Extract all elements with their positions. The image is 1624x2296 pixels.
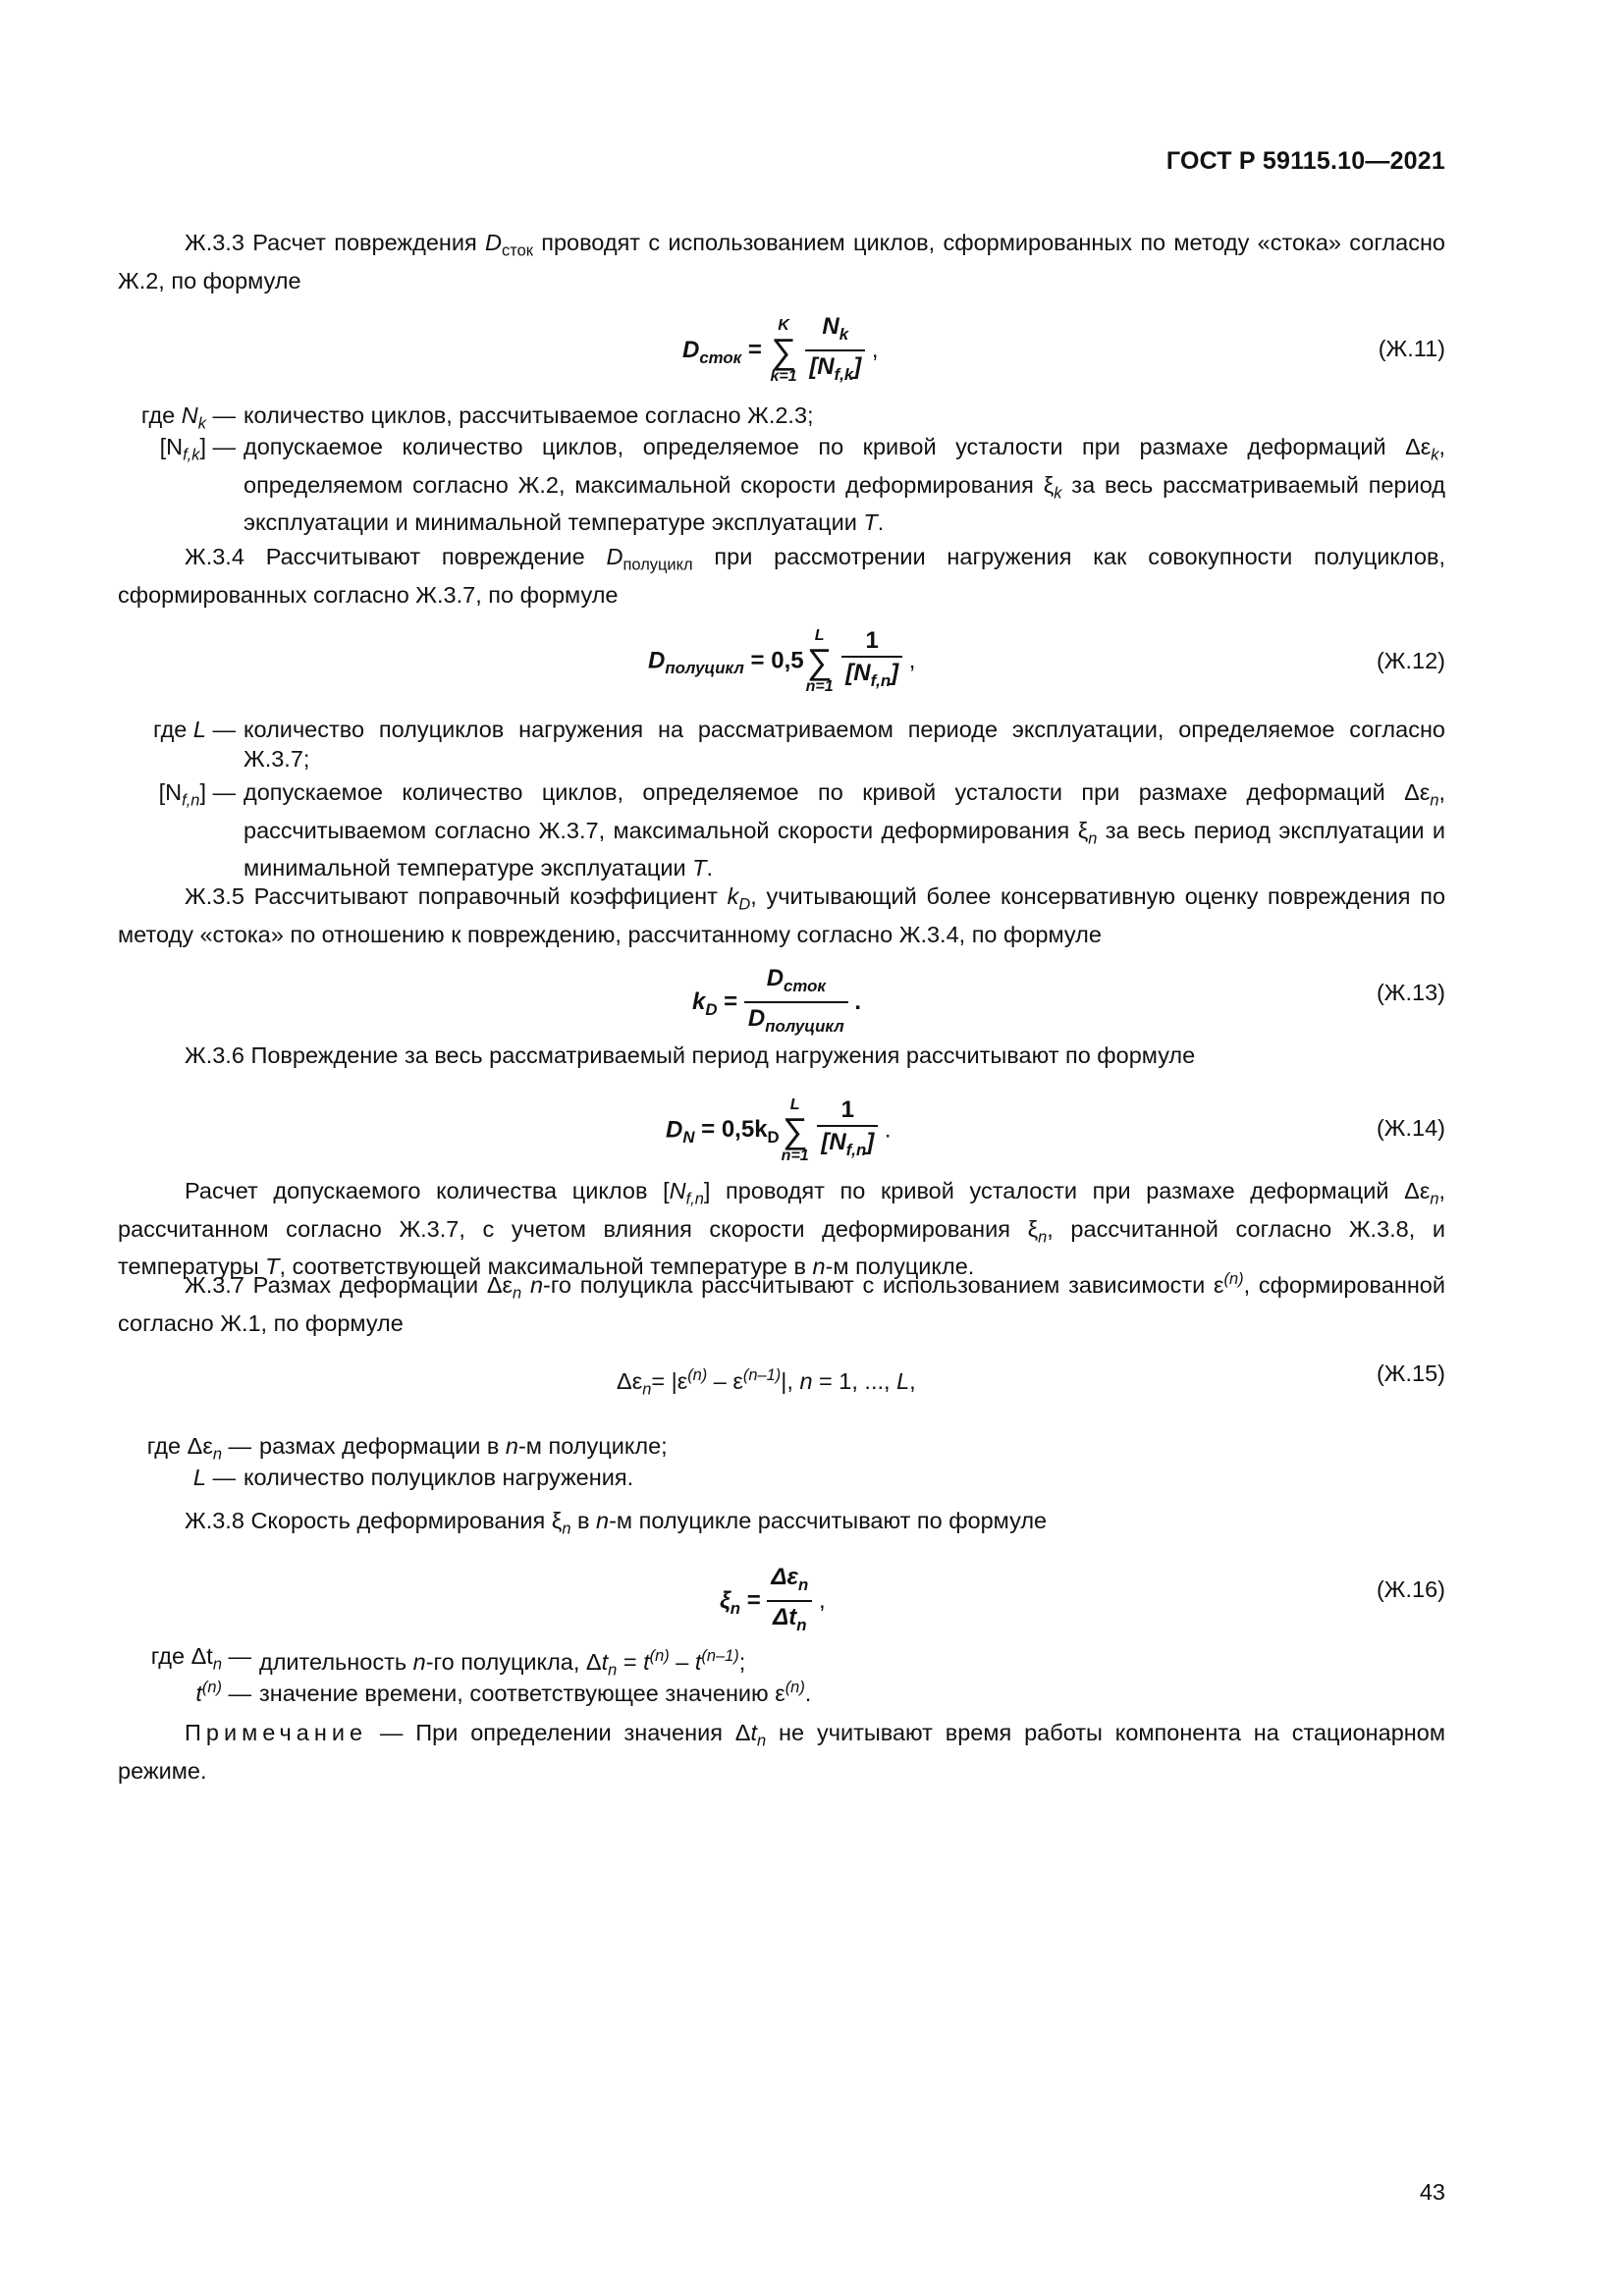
paragraph-after-14: Расчет допускаемого количества циклов $[N_{f,n}]$ проводят по кривой усталости при размахе деформаций $\Delta\varepsilon_n$, рассчитанном согласно Ж.3.7, с учетом влияния скорости деформирования $\xi_n$, рассчитанной согласно Ж.3.8, и температуры T, соответствующей максимальной температуре в n-м полуцикле. — [118, 1178, 1446, 1280]
where-item: $[N_{f,n}]$ — допускаемое количество циклов, определяемое по кривой усталости при размахе деформаций $\Delta\varepsilon_n$, рассчитываемом согласно Ж.3.7, максимальной скорости деформирования $\xi_n$ за весь период эксплуатации и минимальной температуре эксплуатации T. — [158, 779, 1445, 881]
section-3-7: Ж.3.7 Размах деформации $\Delta\varepsilon_n$ n-го полуцикла рассчитывают с использованием зависимости $\varepsilon^{(n)}$, сформированной согласно Ж.1, по формуле — [118, 1270, 1445, 1336]
equation-number-11: (Ж.11) — [1378, 336, 1445, 361]
equation-number-12: (Ж.12) — [1376, 648, 1445, 673]
where-item: где $\Delta\varepsilon_n$ — размах деформации в n-м полуцикле; — [146, 1433, 668, 1464]
where-item: L — количество полуциклов нагружения. — [192, 1465, 634, 1490]
formula-16: $\xi_n$ = $\frac{\Delta\varepsilon_n}{\Delta t_n}$ , — [720, 1563, 826, 1641]
page-number: 43 — [1419, 2179, 1445, 2205]
equation-number-16: (Ж.16) — [1376, 1576, 1445, 1602]
equation-number-13: (Ж.13) — [1376, 980, 1445, 1005]
equation-number-14: (Ж.14) — [1376, 1115, 1445, 1141]
formula-13: $k_D$ = $\frac{D_{сток}}{D_{полуцикл}}$ . — [692, 964, 861, 1042]
where-item: где $\Delta t_n$ — длительность n-го полуцикла, $\Delta t_n = t^{(n)} - t^{(n-1)}$; — [150, 1643, 746, 1680]
note: Примечание — При определении значения $\Delta t_n$ не учитывают время работы компонента на стационарном режиме. — [118, 1720, 1445, 1784]
where-item: $t^{(n)}$ — значение времени, соответствующее значению $\varepsilon^{(n)}$. — [195, 1679, 812, 1706]
section-3-8: Ж.3.8 Скорость деформирования $\xi_n$ в n-м полуцикле рассчитывают по формуле — [185, 1508, 1048, 1538]
section-3-4: Ж.3.4 Рассчитывают повреждение $D_{полуцикл}$ при рассмотрении нагружения как совокупности полуциклов, сформированных согласно Ж.3.7, по формуле — [118, 544, 1446, 608]
formula-12: $D_{полуцикл} = 0,5$ L ∑ n=1 $\frac{1}{[N_{f,n}]}$ , — [648, 626, 916, 695]
where-item: где $N_k$ — количество циклов, рассчитываемое согласно Ж.2.3; — [140, 402, 814, 433]
page-header: ГОСТ Р 59115.10—2021 — [1165, 147, 1445, 175]
equation-number-15: (Ж.15) — [1376, 1361, 1445, 1386]
section-3-3: Ж.3.3 Расчет повреждения $D_{сток}$ проводят с использованием циклов, сформированных по методу «стока» согласно Ж.2, по формуле — [118, 230, 1445, 294]
sum-operator: L ∑ n=1 — [805, 626, 834, 695]
fraction: $\frac{N_k}{[N_{f,k}]}$ — [805, 312, 865, 391]
fraction: $\frac{1}{[N_{f,n}]}$ — [841, 626, 902, 697]
section-3-6: Ж.3.6 Повреждение за весь рассматриваемый период нагружения рассчитывают по формуле — [185, 1042, 1196, 1068]
where-item: где L — количество полуциклов нагружения на рассматриваемом периоде эксплуатации, определяемое согласно Ж.3.7; — [153, 717, 1445, 772]
formula-14: $D_N = 0,5k_D$ L ∑ n=1 $\frac{1}{[N_{f,n}]}$ . — [666, 1095, 892, 1164]
fraction: $\frac{D_{сток}}{D_{полуцикл}}$ — [744, 964, 848, 1042]
where-item: $[N_{f,k}]$ — допускаемое количество циклов, определяемое по кривой усталости при размахе деформаций $\Delta\varepsilon_k$, определяемом согласно Ж.2, максимальной скорости деформирования $\xi_k$ за весь рассматриваемый период эксплуатации и минимальной температуре эксплуатации T. — [159, 434, 1446, 536]
note-label: Примечание — [185, 1720, 368, 1745]
sum-operator: L ∑ n=1 — [781, 1095, 809, 1164]
sum-operator: K ∑ k=1 — [770, 316, 797, 385]
formula-15: $\Delta\varepsilon_n= |\varepsilon^{(n)} - \varepsilon^{(n-1)}|$, n = 1, ..., L, — [617, 1366, 916, 1399]
fraction: $\frac{1}{[N_{f,n}]}$ — [817, 1095, 878, 1166]
formula-11: $D_{сток}$ = K ∑ k=1 $\frac{N_k}{[N_{f,k}]}$ , — [682, 312, 879, 391]
fraction: $\frac{\Delta\varepsilon_n}{\Delta t_n}$ — [767, 1563, 812, 1641]
section-3-5: Ж.3.5 Рассчитывают поправочный коэффициент $k_D$, учитывающий более консервативную оценку повреждения по методу «стока» по отношению к повреждению, рассчитанному согласно Ж.3.4, по формуле — [118, 883, 1446, 947]
